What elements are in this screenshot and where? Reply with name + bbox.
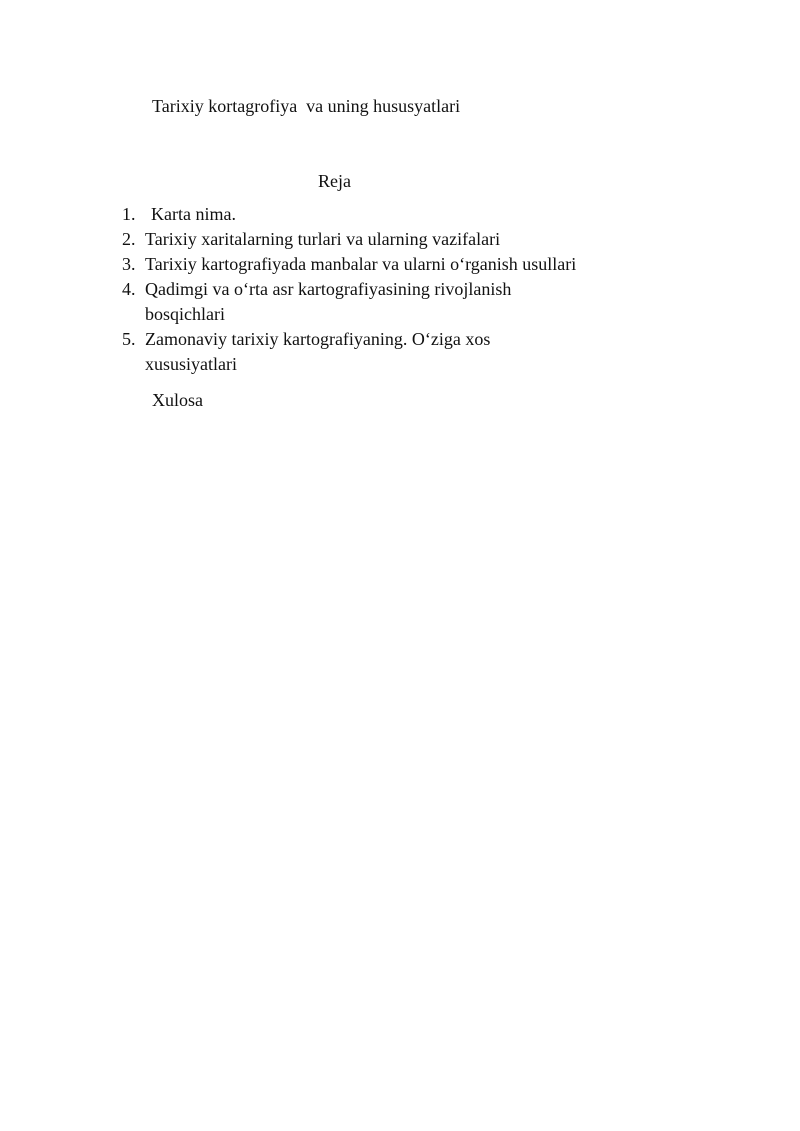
plan-item: [122, 202, 622, 227]
plan-heading: Reja: [318, 171, 351, 191]
plan-item-number: 5.: [122, 329, 136, 349]
plan-item-text: Tarixiy kartografiyada manbalar va ularni o‘rganish usullari: [145, 254, 577, 274]
plan-item: [122, 277, 622, 327]
plan-item-text: Karta nima.: [151, 204, 236, 224]
conclusion-heading: Xulosa: [152, 390, 203, 410]
plan-item-number: 1.: [122, 204, 136, 224]
plan-item: [122, 252, 622, 277]
plan-item-text: Qadimgi va o‘rta asr kartografiyasining rivojlanish bosqichlari: [145, 279, 512, 324]
plan-item-text: Tarixiy xaritalarning turlari va ularning vazifalari: [145, 229, 501, 249]
plan-item-number: 2.: [122, 229, 136, 249]
plan-item-number: 3.: [122, 254, 136, 274]
plan-item: [122, 327, 622, 377]
plan-item-text: Zamonaviy tarixiy kartografiyaning. O‘ziga xos xususiyatlari: [145, 329, 491, 374]
document-title: Tarixiy kortagrofiya va uning hususyatlari: [152, 96, 461, 116]
plan-item: [122, 227, 622, 252]
plan-item-number: 4.: [122, 279, 136, 299]
plan-list: [122, 202, 622, 377]
